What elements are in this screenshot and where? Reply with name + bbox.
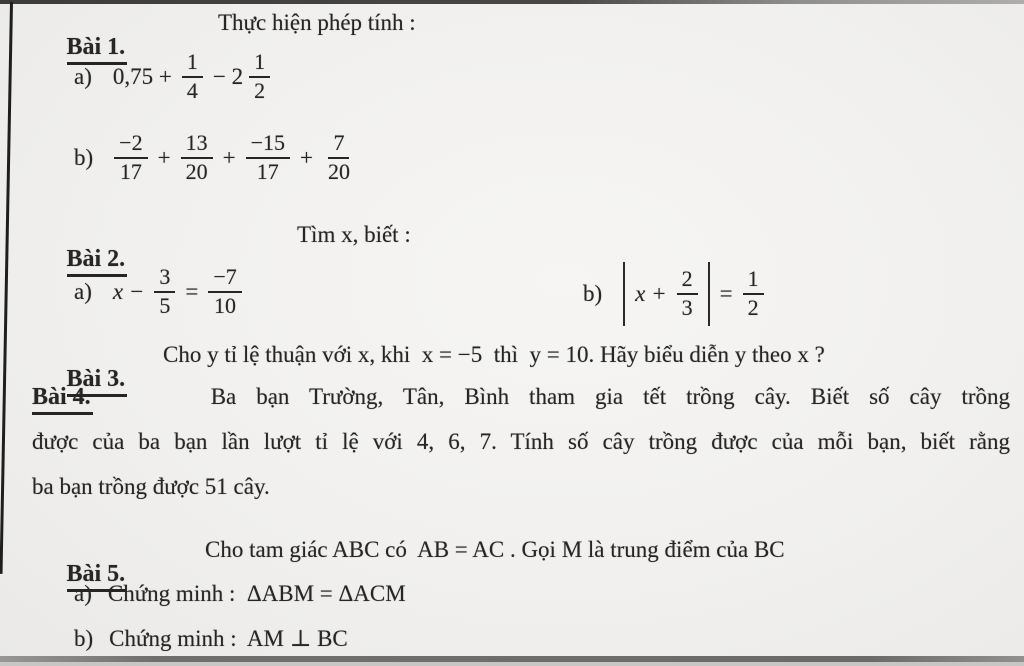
fraction bbox=[114, 131, 147, 184]
fraction-numerator: 1 bbox=[743, 267, 764, 295]
fraction bbox=[249, 50, 270, 103]
fraction bbox=[743, 267, 764, 320]
part-marker: a) bbox=[74, 63, 92, 89]
part-text: Chứng minh : ΔABM = ΔACM bbox=[107, 581, 406, 606]
part-marker: a) bbox=[74, 278, 92, 304]
problem-4-label: Bài 4. bbox=[32, 384, 93, 415]
fraction-denominator: 2 bbox=[747, 295, 759, 320]
fraction-denominator: 3 bbox=[681, 295, 693, 320]
fraction-numerator: 13 bbox=[181, 131, 213, 159]
fraction bbox=[182, 50, 203, 103]
fraction bbox=[208, 265, 241, 318]
problem-5-title: Cho tam giác ABC có AB = AC . Gọi M là trung điểm của BC bbox=[205, 537, 785, 562]
problem-5-part-b bbox=[74, 626, 348, 652]
part-marker: b) bbox=[74, 144, 94, 170]
fraction-numerator: 2 bbox=[677, 267, 698, 295]
problem-1-label: Bài 1. bbox=[67, 34, 128, 65]
math-text: + bbox=[222, 144, 236, 170]
fraction-numerator: −7 bbox=[208, 265, 241, 293]
fraction-denominator: 20 bbox=[185, 158, 208, 184]
math-text: + bbox=[299, 144, 313, 170]
problem-5-part-a bbox=[74, 581, 406, 607]
problem-4-line-2: được của ba bạn lần lượt tỉ lệ với 4, 6, 7. Tính số cây trồng được của mỗi bạn, biết rằng bbox=[32, 429, 1010, 454]
fraction-denominator: 5 bbox=[159, 292, 171, 318]
problem-3-label: Bài 3. bbox=[67, 366, 128, 397]
math-text: x + bbox=[635, 281, 667, 306]
problem-1-part-b bbox=[74, 131, 360, 184]
problem-2-title: Tìm x, biết : bbox=[297, 222, 411, 247]
math-text: = bbox=[719, 281, 733, 306]
photo-bottom-edge-highlight bbox=[0, 662, 1024, 666]
fraction-numerator: 3 bbox=[154, 265, 175, 293]
absolute-value-bar bbox=[623, 262, 625, 326]
fraction-numerator: 1 bbox=[249, 50, 270, 78]
fraction-denominator: 10 bbox=[214, 292, 237, 318]
math-text: = bbox=[185, 278, 199, 304]
math-text: 0,75 + bbox=[112, 63, 172, 89]
part-marker: b) bbox=[583, 281, 603, 306]
problem-5-label: Bài 5. bbox=[67, 561, 128, 592]
fraction-numerator: −15 bbox=[246, 131, 290, 159]
fraction bbox=[677, 267, 698, 320]
fraction-denominator: 17 bbox=[256, 158, 279, 184]
problem-4-line-3: ba bạn trồng được 51 cây. bbox=[32, 474, 270, 499]
fraction-numerator: 1 bbox=[182, 50, 203, 78]
fraction bbox=[323, 131, 355, 184]
fraction-numerator: 7 bbox=[328, 131, 349, 159]
part-text: Chứng minh : AM ⊥ BC bbox=[109, 626, 348, 651]
fraction-denominator: 2 bbox=[254, 77, 266, 103]
fraction-denominator: 17 bbox=[119, 158, 142, 184]
math-text: x − bbox=[112, 278, 145, 304]
math-text: − 2 bbox=[212, 63, 244, 89]
fraction-numerator: −2 bbox=[114, 131, 147, 159]
problem-1-part-a bbox=[74, 50, 275, 103]
fraction bbox=[154, 265, 175, 318]
problem-2-label: Bài 2. bbox=[67, 246, 128, 277]
problem-2-part-a bbox=[74, 265, 247, 318]
problem-3-title: Cho y tỉ lệ thuận với x, khi x = −5 thì y = 10. Hãy biểu diễn y theo x ? bbox=[163, 342, 825, 367]
fraction bbox=[181, 131, 213, 184]
problem-1-title: Thực hiện phép tính : bbox=[218, 10, 416, 35]
absolute-value-bar bbox=[708, 262, 710, 326]
part-marker: a) bbox=[74, 581, 92, 606]
fraction-denominator: 4 bbox=[186, 77, 198, 103]
problem-4-line-1 bbox=[32, 384, 1010, 415]
fraction bbox=[246, 131, 290, 184]
fraction-denominator: 20 bbox=[327, 158, 350, 184]
problem-2-part-b bbox=[583, 262, 769, 326]
math-text: + bbox=[157, 144, 171, 170]
part-marker: b) bbox=[74, 626, 94, 651]
problem-4-text: Ba bạn Trường, Tân, Bình tham gia tết trồng cây. Biết số cây trồng bbox=[210, 384, 1010, 409]
